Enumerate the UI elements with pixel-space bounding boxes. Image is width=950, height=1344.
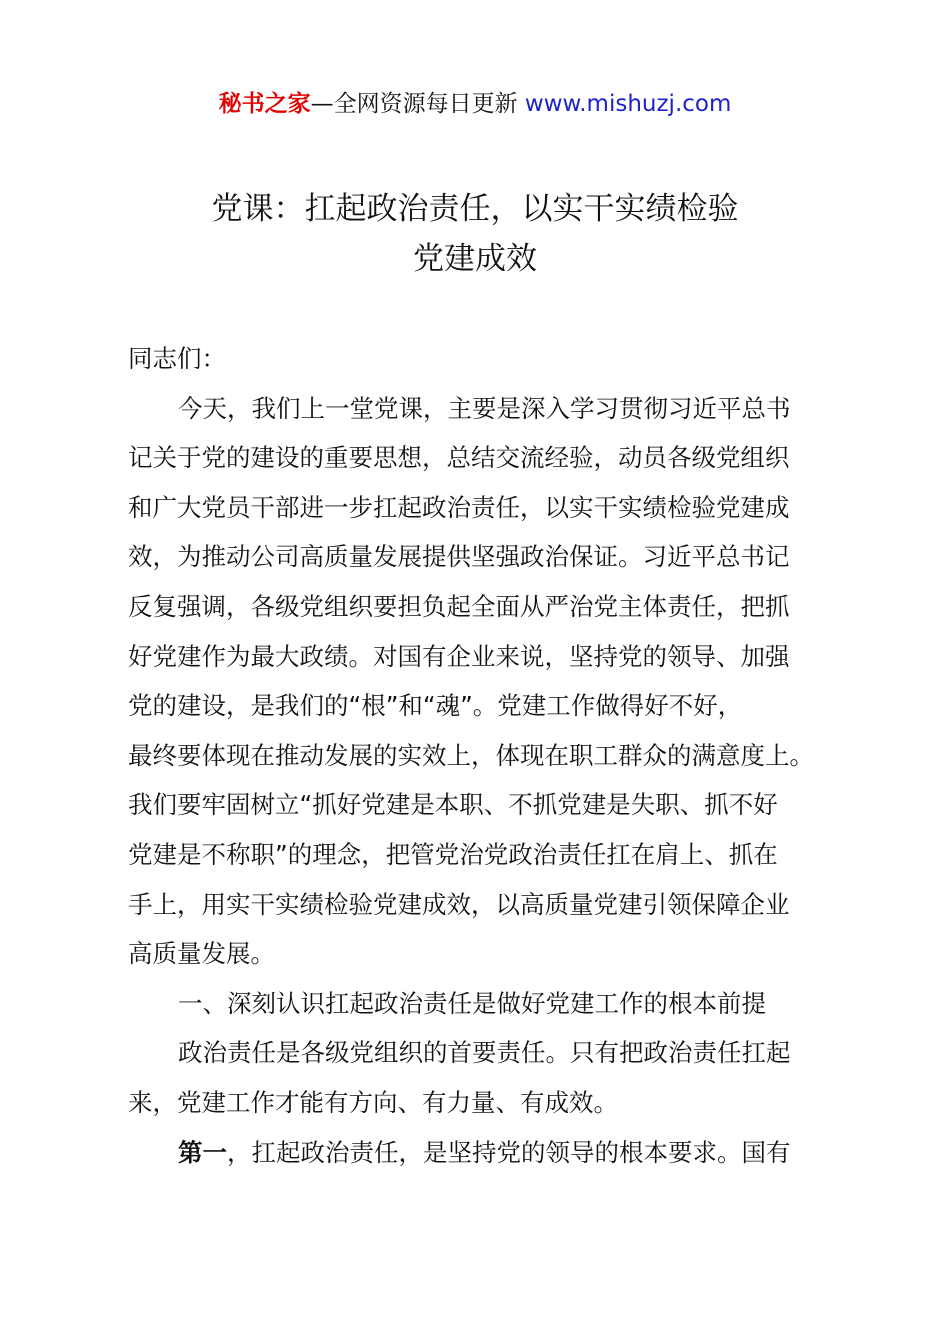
- body-line: 手上，用实干实绩检验党建成效，以高质量党建引领保障企业: [128, 889, 790, 919]
- salutation: 同志们：: [128, 344, 226, 373]
- document-body: [128, 334, 828, 1177]
- body-line: 党的建设，是我们的“根”和“魂”。党建工作做得好不好，: [128, 691, 743, 721]
- body-line: 政治责任是各级党组织的首要责任。只有把政治责任扛起: [178, 1038, 791, 1068]
- site-header: [0, 88, 950, 120]
- point-text: ，扛起政治责任，是坚持党的领导的根本要求。国有: [227, 1137, 791, 1167]
- body-line: 效，为推动公司高质量发展提供坚强政治保证。习近平总书记: [128, 542, 790, 572]
- body-line: 我们要牢固树立“抓好党建是本职、不抓党建是失职、抓不好: [128, 790, 778, 820]
- section-heading: 一、深刻认识扛起政治责任是做好党建工作的根本前提: [178, 988, 766, 1018]
- document-title-line-1: 党课：扛起政治责任，以实干实绩检验: [211, 191, 739, 227]
- body-line: 好党建作为最大政绩。对国有企业来说，坚持党的领导、加强: [128, 641, 790, 671]
- point-line: [128, 1128, 828, 1178]
- header-tagline: —全网资源每日更新: [310, 91, 518, 117]
- body-line: 记关于党的建设的重要思想，总结交流经验，动员各级党组织: [128, 443, 790, 473]
- body-line: 今天，我们上一堂党课，主要是深入学习贯彻习近平总书: [178, 393, 791, 423]
- point-label: 第一: [178, 1137, 227, 1167]
- body-line: 高质量发展。: [128, 939, 275, 969]
- body-line: 最终要体现在推动发展的实效上，体现在职工群众的满意度上。: [128, 740, 814, 770]
- document-title-line-2: 党建成效: [413, 241, 537, 277]
- body-line: 来，党建工作才能有方向、有力量、有成效。: [128, 1087, 618, 1117]
- site-url-link[interactable]: www.mishuzj.com: [524, 91, 732, 117]
- body-line: 和广大党员干部进一步扛起政治责任，以实干实绩检验党建成: [128, 492, 790, 522]
- brand-name: 秘书之家: [218, 91, 311, 117]
- body-line: 党建是不称职”的理念，把管党治党政治责任扛在肩上、抓在: [128, 839, 778, 869]
- body-line: 反复强调，各级党组织要担负起全面从严治党主体责任，把抓: [128, 591, 790, 621]
